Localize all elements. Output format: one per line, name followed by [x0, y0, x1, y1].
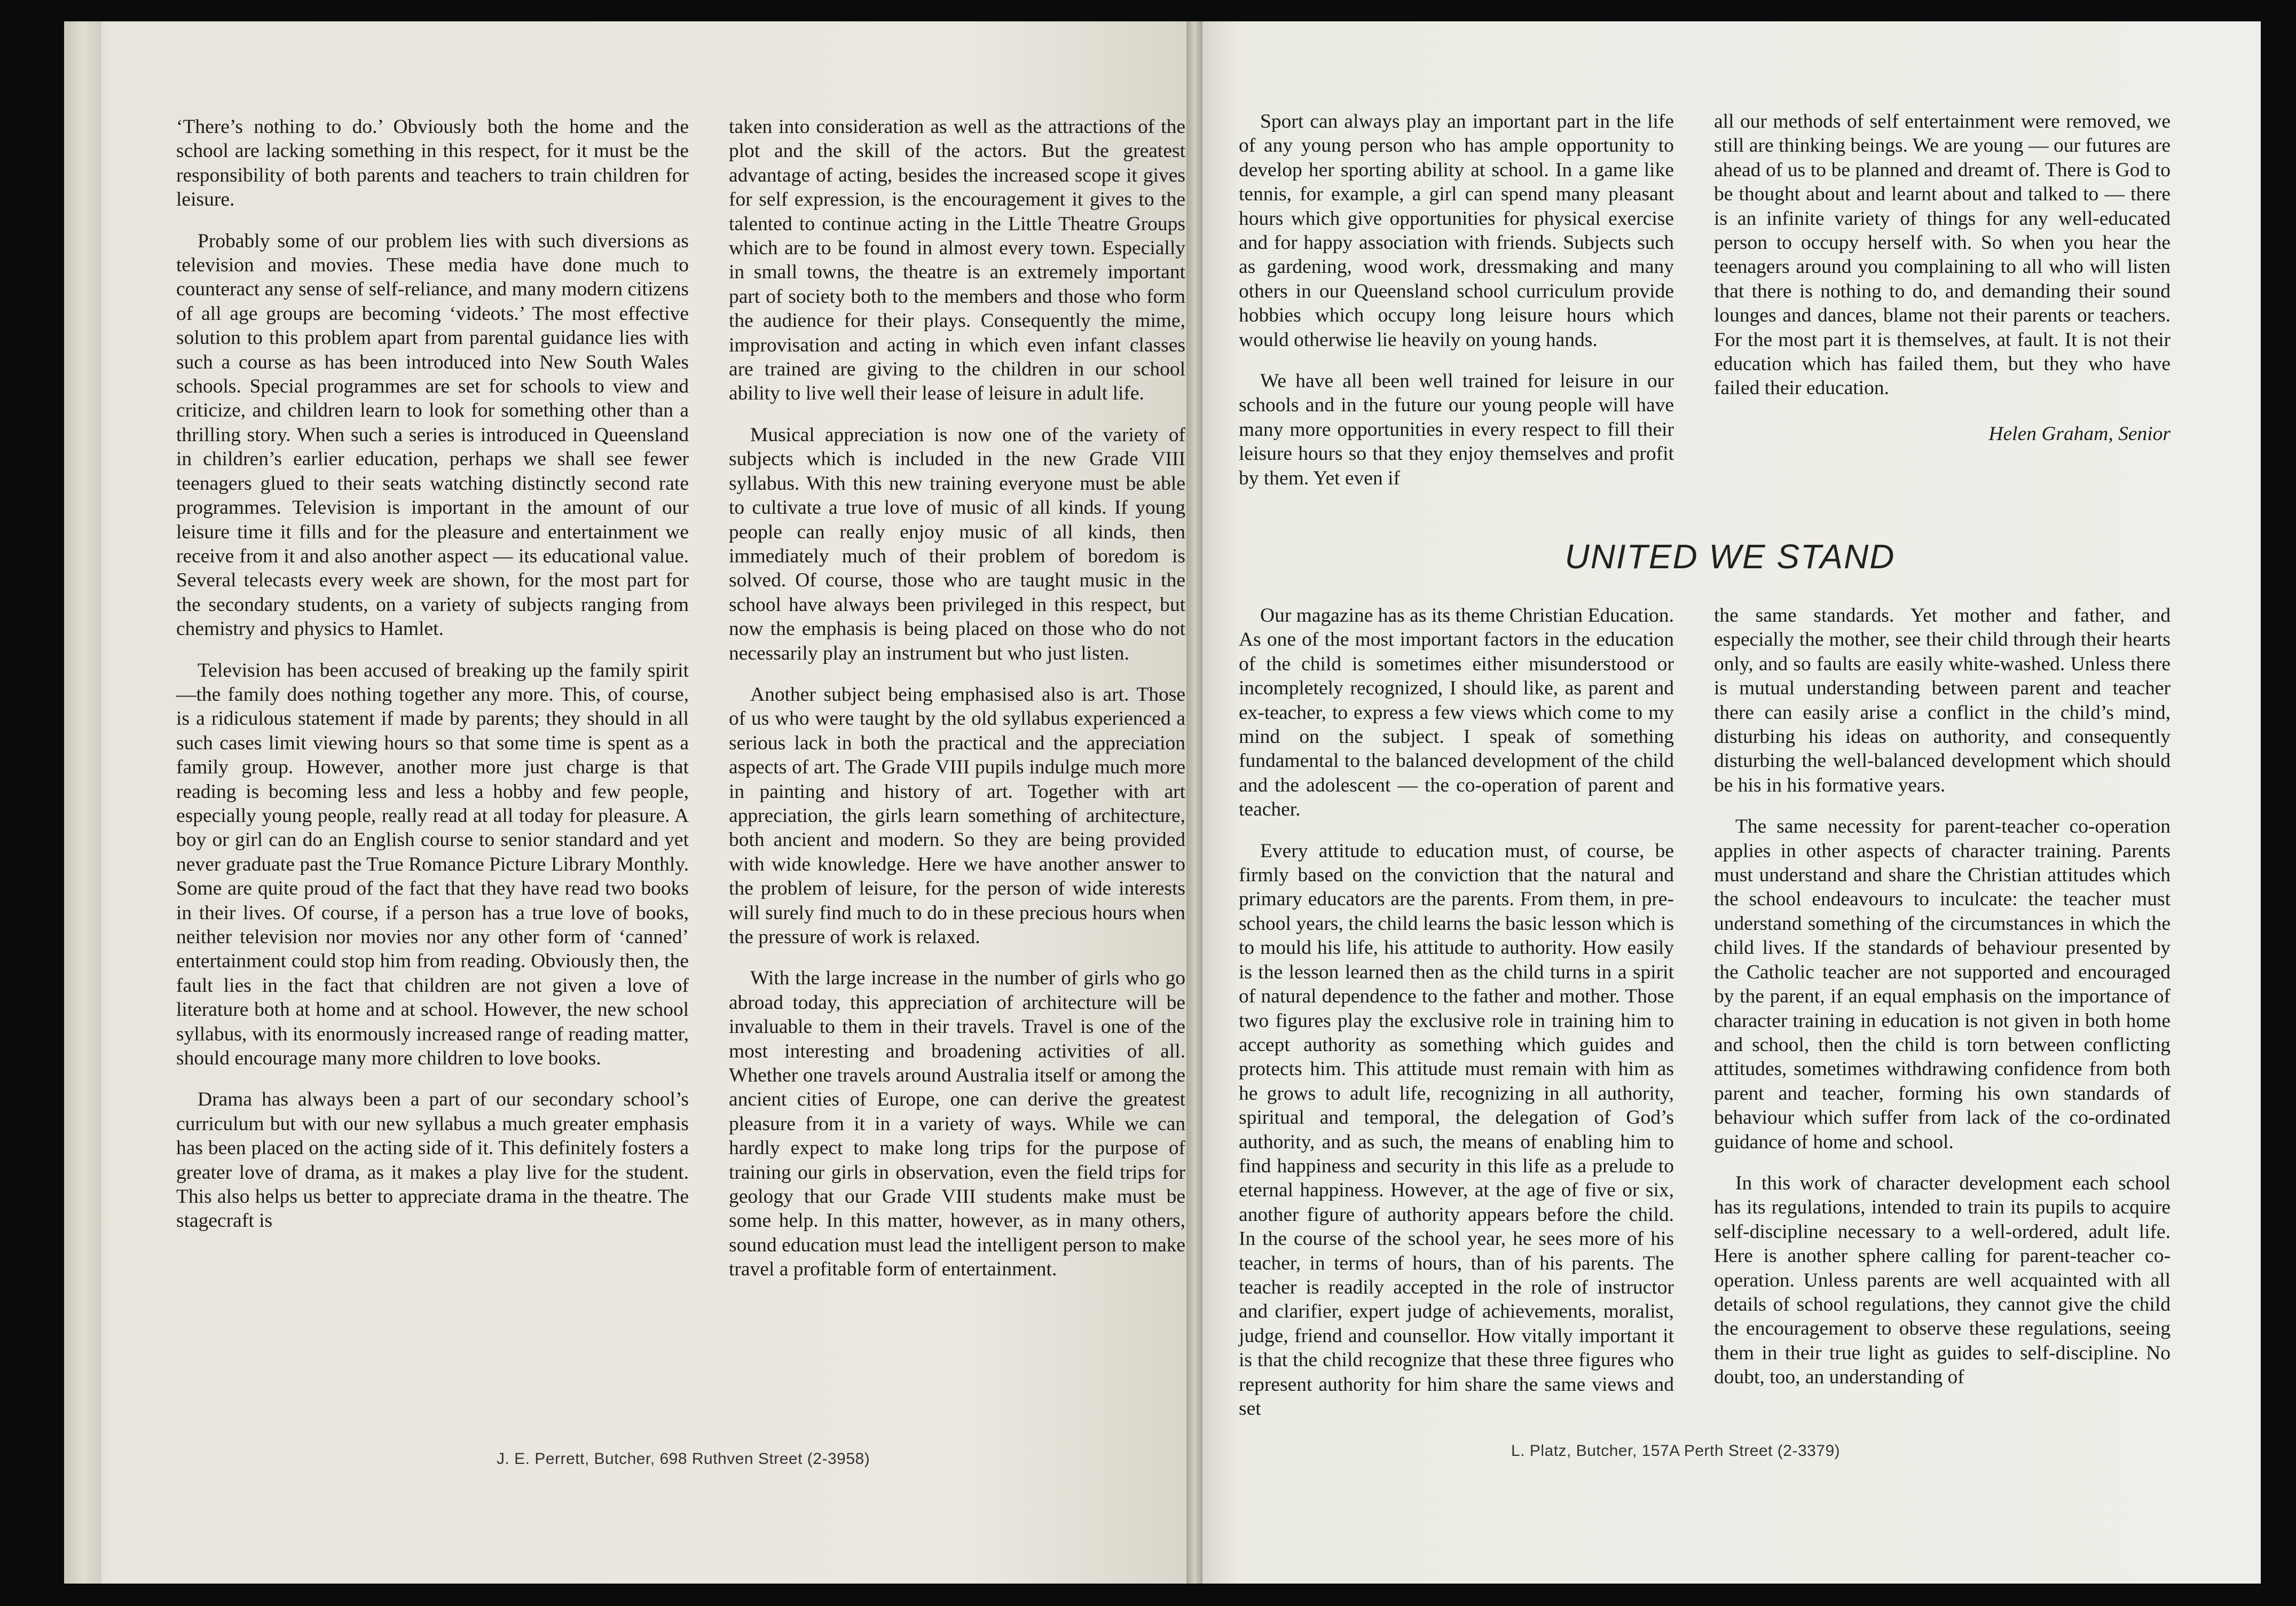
- paragraph: Probably some of our problem lies with such diversions as television and movies. These media have done much to counteract any sense of self-reliance, and many modern citizens of all age groups are becoming ‘videots.’ The most effective solution to this problem apart from parental guidance lies with such a course as has been introduced into New South Wales schools. Special programmes are set for schools to view and criticize, and children learn to look for something other than a thrilling story. When such a series is introduced in Queensland in children’s earlier education, perhaps we shall see fewer teenagers glued to their seats watching distinctly second rate programmes. Television is important in the amount of our leisure time it fills and for the pleasure and entertainment we receive from it and also another aspect — its educational value. Several telecasts every week are shown, for the most part for the secondary students, on a variety of subjects ranging from chemistry and physics to Hamlet.: [176, 230, 689, 640]
- paragraph: The same necessity for parent-teacher co-operation applies in other aspects of character training. Parents must understand and share the Christian attitudes which the school endeavours to inculcate: the teacher must understand something of the circumstances in which the child lives. If the standards of behaviour presented by the Catholic teacher are not supported and encouraged by the parent, if an equal emphasis on the importance of character training in education is not given in both home and school, then the child is torn between conflicting attitudes, sometimes withdrawing confidence from both parent and teacher, forming his own standards of behaviour which suffer from lack of the co-ordinated guidance of home and school.: [1714, 816, 2171, 1153]
- paragraph: Every attitude to education must, of course, be firmly based on the conviction that the natural and primary educators are the parents. From them, in pre-school years, the child learns the basic lesson which is to mould his life, his attitude to authority. How easily is the lesson learned then as the child turns in a spirit of natural dependence to the father and mother. Those two figures play the exclusive role in training him to accept authority as something which guides and protects him. This attitude must remain with him as he grows to adult life, recognizing in all authority, spiritual and temporal, the delegation of God’s authority, and as such, the means of enabling him to find happiness and security in this life as a prelude to eternal happiness. However, at the age of five or six, another figure of authority appears before the child. In the course of the school year, he sees more of his teacher, in terms of hours, than of his parents. The teacher is readily accepted in the role of instructor and clarifier, expert judge of achievements, moralist, judge, friend and counsellor. How vitally important it is that the child recognize that these three figures who represent authority for him share the same views and set: [1239, 840, 1674, 1420]
- paragraph: Television has been accused of breaking up the family spirit—the family does nothing together any more. This, of course, is a ridiculous statement if made by parents; they should in all such cases limit viewing hours so that some time is spent as a family group. However, another more just charge is that reading is becoming less and less a hobby and few people, especially young people, really read at all today for pleasure. A boy or girl can do an English course to senior standard and yet never graduate past the True Romance Picture Library Monthly. Some are quite proud of the fact that they have read two books in their lives. Of course, if a person has a true love of books, neither television nor movies nor any other form of ‘canned’ entertainment could stop him from reading. Obviously then, the fault lies in the fact that children are not given a love of literature both at home and at school. However, the new school syllabus, with its enormously increased range of reading matter, should encourage many more children to love books.: [176, 659, 689, 1070]
- paragraph: With the large increase in the number of girls who go abroad today, this appreciation of architecture will be invaluable to them in their travels. Travel is one of the most interesting and broadening activities of all. Whether one travels around Australia itself or among the ancient cities of Europe, one can derive the greatest pleasure from it in a variety of ways. While we can hardly expect to make long trips for the purpose of training our girls in observation, even the field trips for geology that our Grade VIII students make must be some help. In this matter, however, as in many others, sound education must lead the intelligent person to make travel a profitable form of entertainment.: [729, 967, 1185, 1281]
- right-column-4: [1714, 604, 2171, 1407]
- book-spine: [1186, 21, 1202, 1584]
- left-footer-advert: J. E. Perrett, Butcher, 698 Ruthven Street (2-3958): [497, 1450, 870, 1468]
- paragraph: all our methods of self entertainment were removed, we still are thinking beings. We are young — our futures are ahead of us to be planned and dreamt of. There is God to be thought about and learnt about and talked to — there is an infinite variety of things for any well-educated person to occupy herself with. So when you hear the teenagers around you complaining to all who will listen that there is nothing to do, and demanding their sound lounges and dances, blame not their parents or teachers. For the most part it is themselves, at fault. It is not their education which has failed them, but they who have failed their education.: [1714, 111, 2171, 399]
- paragraph: We have all been well trained for leisure in our schools and in the future our young people will have many more opportunities in every respect to fill their leisure hours so that they enjoy themselves and profit by them. Yet even if: [1239, 370, 1674, 489]
- right-footer-advert: L. Platz, Butcher, 157A Perth Street (2-3379): [1511, 1442, 1841, 1460]
- paragraph: Drama has always been a part of our secondary school’s curriculum but with our new syllabus a much greater emphasis has been placed on the acting side of it. This definitely fosters a greater love of drama, as it makes a play live for the student. This also helps us better to appreciate drama in the theatre. The stagecraft is: [176, 1088, 689, 1232]
- left-column-1: [176, 115, 689, 1250]
- left-column-2: [729, 115, 1185, 1299]
- paragraph: ‘There’s nothing to do.’ Obviously both the home and the school are lacking something in this respect, for it must be the responsibility of both parents and teachers to train children for leisure.: [176, 116, 689, 211]
- paragraph: Musical appreciation is now one of the variety of subjects which is included in the new Grade VIII syllabus. With this new training everyone must be able to cultivate a true love of music of all kinds. If young people can really enjoy music of all kinds, then immediately much of their problem of boredom is solved. Of course, those who are taught music in the school have always been privileged in this respect, but now the emphasis is being placed on those who do not necessarily play an instrument but who just listen.: [729, 424, 1185, 664]
- author-signature: Helen Graham, Senior: [1988, 422, 2171, 445]
- paragraph: Sport can always play an important part in the life of any young person who has ample opportunity to develop her sporting ability at school. In a game like tennis, for example, a girl can spend many pleasant hours which give opportunities for physical exercise and for happy association with friends. Subjects such as gardening, wood work, dressmaking and many others in our Queensland school curriculum provide hobbies which occupy long leisure hours which would otherwise lie heavily on young hands.: [1239, 111, 1674, 351]
- paragraph: taken into consideration as well as the attractions of the plot and the skill of the actors. But the greatest advantage of acting, besides the increased scope it gives for self expression, is the encouragement it gives to the talented to continue acting in the Little Theatre Groups which are to be found in almost every town. Especially in small towns, the theatre is an extremely important part of society both to the members and those who form the audience for their plays. Consequently the mime, improvisation and acting in which even infant classes are trained are giving to the children in our school ability to live well their lease of leisure in adult life.: [729, 116, 1185, 405]
- paragraph: Our magazine has as its theme Christian Education. As one of the most important factors in the education of the child is sometimes either misunderstood or incompletely recognized, I should like, as parent and ex-teacher, to express a few views which come to my mind on the subject. I speak of something fundamental to the balanced development of the child and the adolescent — the co-operation of parent and teacher.: [1239, 605, 1674, 821]
- paragraph: In this work of character development each school has its regulations, intended to train its pupils to acquire self-discipline necessary to a well-ordered, adult life. Here is another sphere calling for parent-teacher co-operation. Unless parents are well acquainted with all details of school regulations, they cannot give the child the encouragement to observe these regulations, seeing them in their true light as guides to self-discipline. No doubt, too, an understanding of: [1714, 1172, 2171, 1389]
- paragraph: Another subject being emphasised also is art. Those of us who were taught by the old syllabus experienced a serious lack in both the practical and the appreciation aspects of art. The Grade VIII pupils indulge much more in painting and history of art. Together with art appreciation, the girls learn something of architecture, both ancient and modern. So they are being provided with wide knowledge. Here we have another answer to the problem of leisure, for the person of wide interests will surely find much to do in these precious hours when the pressure of work is relaxed.: [729, 683, 1185, 948]
- page-edge: [64, 21, 101, 1584]
- right-column-2: [1714, 109, 2171, 463]
- right-column-1: [1239, 109, 1674, 490]
- article-title: UNITED WE STAND: [1564, 537, 1896, 576]
- paragraph: the same standards. Yet mother and father, and especially the mother, see their child through their hearts only, and so faults are easily white-washed. Unless there is mutual understanding between parent and teacher there can easily arise a conflict in the child’s mind, disturbing his ideas on authority, and consequently disturbing the well-balanced development which should be his in his formative years.: [1714, 605, 2171, 796]
- right-column-3: [1239, 604, 1674, 1438]
